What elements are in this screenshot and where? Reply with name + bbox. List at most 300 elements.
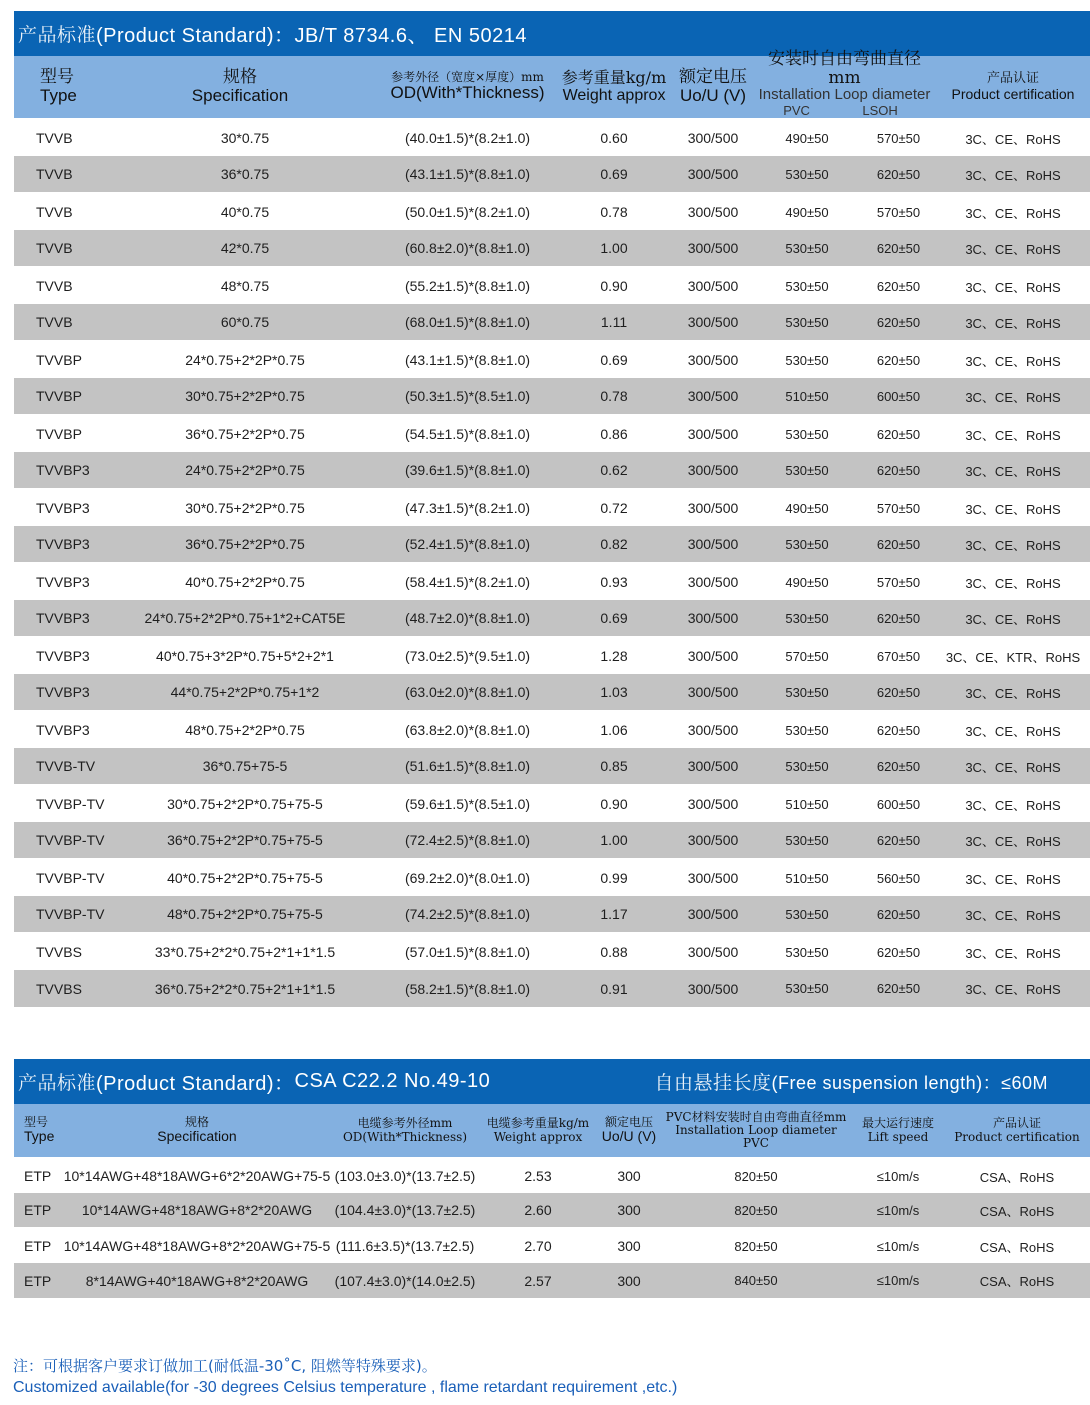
table-row	[14, 1228, 1090, 1263]
cell-loop-pvc: 530±50	[785, 981, 829, 997]
cell-specification: 24*0.75+2*2P*0.75	[185, 462, 305, 479]
cell-loop-pvc: 490±50	[753, 193, 861, 230]
cell-voltage: 300/500	[673, 341, 753, 378]
cell-type: TVVB-TV	[36, 758, 96, 775]
cell-specification: 42*0.75	[220, 240, 270, 257]
header-cert-zh: 产品认证	[992, 1116, 1041, 1131]
cell-voltage: 300/500	[673, 711, 753, 748]
cell-specification: 30*0.75+2*2P*0.75	[185, 388, 305, 405]
cell-type: TVVBP3	[14, 711, 100, 748]
table-row	[14, 933, 1090, 970]
cell-voltage: 300	[598, 1158, 660, 1193]
cell-specification: 36*0.75+75-5	[202, 758, 288, 775]
cell-weight: 0.60	[555, 119, 673, 156]
cell-loop-lsoh: 620±50	[876, 314, 921, 330]
cell-loop-pvc: 530±50	[785, 166, 829, 182]
cell-od: (50.3±1.5)*(8.5±1.0)	[404, 388, 531, 405]
cell-voltage: 300/500	[673, 489, 753, 526]
cell-loop-pvc: 530±50	[785, 758, 829, 774]
cell-weight: 0.72	[555, 489, 673, 526]
standard-label-zh: 产品标准	[18, 24, 97, 46]
cell-specification: 24*0.75+2*2P*0.75	[100, 341, 380, 378]
cell-type: TVVBP	[14, 415, 100, 452]
cell-specification: 30*0.75	[100, 119, 380, 156]
cell-weight: 1.06	[555, 711, 673, 748]
standard-label-zh: 产品标准	[18, 1072, 97, 1094]
cell-voltage: 300/500	[687, 906, 739, 923]
column-header-od	[332, 1104, 478, 1158]
column-header-loop-diameter	[660, 1104, 852, 1158]
cell-loop-pvc: 530±50	[785, 462, 829, 478]
column-header-spec	[62, 1104, 332, 1158]
cell-od: (51.6±1.5)*(8.8±1.0)	[404, 758, 531, 775]
cell-loop-lsoh: 620±50	[876, 610, 921, 626]
cell-weight: 2.60	[524, 1202, 552, 1218]
cell-loop-pvc: 530±50	[785, 240, 829, 256]
cell-loop-lsoh: 620±50	[876, 684, 921, 700]
cell-voltage: 300/500	[687, 980, 739, 997]
table-row	[14, 563, 1090, 600]
cell-specification: 44*0.75+2*2P*0.75+1*2	[170, 684, 320, 701]
cell-weight: 0.99	[555, 859, 673, 896]
cell-certification: CSA、RoHS	[944, 1158, 1090, 1193]
cell-specification: 40*0.75	[100, 193, 380, 230]
cell-type: TVVBP-TV	[36, 832, 105, 849]
cell-od: (72.4±2.5)*(8.8±1.0)	[404, 832, 531, 849]
table-header-row	[14, 56, 1090, 119]
table-row	[14, 341, 1090, 378]
cell-lift-speed: ≤10m/s	[876, 1273, 920, 1288]
cell-specification: 36*0.75+2*2P*0.75+75-5	[167, 832, 323, 849]
cell-specification: 48*0.75	[100, 267, 380, 304]
cell-od: (58.2±1.5)*(8.8±1.0)	[404, 980, 531, 997]
note-zh: 注：可根据客户要求订做加工(耐低温-30˚C, 阻燃等特殊要求)。	[13, 1357, 437, 1375]
header-voltage-zh: 额定电压	[679, 67, 747, 88]
cell-certification: 3C、CE、RoHS	[965, 241, 1061, 257]
cell-weight: 0.69	[600, 166, 628, 183]
cell-certification: CSA、RoHS	[979, 1274, 1055, 1289]
cell-loop-lsoh: 570±50	[861, 563, 936, 600]
cell-loop-pvc: 530±50	[785, 536, 829, 552]
cell-loop-pvc: 530±50	[785, 314, 829, 330]
header-loop-zh: PVC材料安装时自由弯曲直径mm	[665, 1109, 847, 1124]
cell-voltage: 300/500	[673, 119, 753, 156]
header-spec-zh: 规格	[223, 67, 257, 88]
standard-value: JB/T 8734.6、 EN 50214	[294, 25, 527, 47]
cell-type: ETP	[24, 1202, 52, 1218]
column-header-voltage	[673, 56, 753, 119]
cell-voltage: 300/500	[673, 415, 753, 452]
table-row	[14, 378, 1090, 415]
cell-loop-lsoh: 670±50	[861, 637, 936, 674]
table-row	[14, 896, 1090, 933]
cell-lift-speed: ≤10m/s	[852, 1228, 944, 1263]
cell-voltage: 300/500	[673, 637, 753, 674]
cell-voltage: 300/500	[687, 536, 739, 553]
cell-od: (40.0±1.5)*(8.2±1.0)	[380, 119, 555, 156]
cell-type: TVVBS	[36, 980, 82, 997]
table-row	[14, 748, 1090, 785]
cell-weight: 0.88	[555, 933, 673, 970]
cell-loop-lsoh: 620±50	[861, 267, 936, 304]
table-row	[14, 415, 1090, 452]
header-type-zh: 型号	[24, 1115, 49, 1130]
cell-specification: 36*0.75+2*2P*0.75	[100, 415, 380, 452]
column-header-weight	[555, 56, 673, 119]
cell-loop-lsoh: 620±50	[876, 536, 921, 552]
cell-type: TVVBS	[14, 933, 100, 970]
cell-weight: 0.91	[600, 980, 628, 997]
cell-loop-pvc: 530±50	[753, 341, 861, 378]
header-loop-en: Installation Loop diameter	[675, 1122, 837, 1137]
cell-weight: 0.78	[600, 388, 628, 405]
cell-type: TVVB	[36, 240, 73, 257]
cell-od: (60.8±2.0)*(8.8±1.0)	[404, 240, 531, 257]
cell-od: (68.0±1.5)*(8.8±1.0)	[404, 314, 531, 331]
cell-loop-pvc: 490±50	[753, 563, 861, 600]
cell-od: (50.0±1.5)*(8.2±1.0)	[380, 193, 555, 230]
header-loop-zh: 安装时自由弯曲直径mm	[768, 49, 921, 88]
cell-od: (111.6±3.5)*(13.7±2.5)	[332, 1228, 478, 1263]
cell-od: (58.4±1.5)*(8.2±1.0)	[380, 563, 555, 600]
product-table-section-1	[14, 11, 1090, 1007]
header-weight-zh: 电缆参考重量kg/m	[486, 1116, 590, 1131]
cell-weight: 2.57	[524, 1272, 552, 1289]
cell-loop-lsoh: 570±50	[861, 193, 936, 230]
cell-certification: 3C、CE、RoHS	[936, 785, 1090, 822]
spec-table-2	[14, 1104, 1090, 1298]
column-header-loop-diameter	[753, 49, 936, 119]
cell-loop-pvc: 840±50	[734, 1273, 778, 1288]
cell-lift-speed: ≤10m/s	[852, 1158, 944, 1193]
cell-od: (48.7±2.0)*(8.8±1.0)	[404, 610, 531, 627]
table-row	[14, 674, 1090, 711]
table-row	[14, 1193, 1090, 1228]
cell-specification: 40*0.75+2*2P*0.75	[100, 563, 380, 600]
cell-voltage: 300/500	[673, 563, 753, 600]
cell-loop-pvc: 530±50	[785, 906, 829, 922]
cell-certification: 3C、CE、RoHS	[965, 537, 1061, 553]
cell-weight: 1.00	[600, 240, 628, 257]
cell-voltage: 300/500	[687, 610, 739, 627]
cell-loop-lsoh: 600±50	[876, 388, 921, 404]
cell-specification: 60*0.75	[220, 314, 270, 331]
cell-certification: 3C、CE、RoHS	[965, 611, 1061, 627]
cell-od: (57.0±1.5)*(8.8±1.0)	[380, 933, 555, 970]
table-body-2	[14, 1158, 1090, 1298]
cell-specification: 33*0.75+2*2*0.75+2*1+1*1.5	[100, 933, 380, 970]
cell-voltage: 300/500	[673, 193, 753, 230]
cell-specification: 8*14AWG+40*18AWG+8*2*20AWG	[85, 1272, 309, 1289]
header-voltage-zh: 额定电压	[604, 1115, 653, 1130]
cell-loop-pvc: 530±50	[785, 610, 829, 626]
cell-type: ETP	[14, 1228, 62, 1263]
cell-type: TVVBP3	[36, 462, 90, 479]
cell-certification: 3C、CE、RoHS	[936, 267, 1090, 304]
cell-certification: 3C、CE、RoHS	[965, 463, 1061, 479]
cell-loop-lsoh: 600±50	[861, 785, 936, 822]
cell-loop-lsoh: 620±50	[876, 166, 921, 182]
cell-od: (104.4±3.0)*(13.7±2.5)	[334, 1202, 476, 1218]
cell-loop-pvc: 530±50	[785, 684, 829, 700]
column-header-weight	[478, 1104, 598, 1158]
standard-value: CSA C22.2 No.49-10	[294, 1070, 491, 1092]
cell-weight: 0.62	[600, 462, 628, 479]
cell-loop-lsoh: 620±50	[861, 711, 936, 748]
table-row	[14, 859, 1090, 896]
cell-type: TVVBP3	[36, 536, 90, 553]
cell-voltage: 300/500	[673, 267, 753, 304]
cell-voltage: 300/500	[687, 166, 739, 183]
table-row	[14, 489, 1090, 526]
cell-od: (107.4±3.0)*(14.0±2.5)	[334, 1272, 476, 1289]
cell-voltage: 300/500	[687, 832, 739, 849]
header-spec-en: Specification	[191, 86, 289, 106]
cell-od: (63.0±2.0)*(8.8±1.0)	[404, 684, 531, 701]
cell-weight: 0.85	[600, 758, 628, 775]
header-speed-zh: 最大运行速度	[861, 1116, 934, 1131]
cell-specification: 40*0.75+3*2P*0.75+5*2+2*1	[100, 637, 380, 674]
header-loop-pvc: PVC	[743, 1136, 769, 1151]
table-body-1	[14, 119, 1090, 1007]
cell-od: (74.2±2.5)*(8.8±1.0)	[404, 906, 531, 923]
cell-weight: 1.00	[600, 832, 628, 849]
cell-type: TVVB	[36, 314, 73, 331]
cell-certification: 3C、CE、RoHS	[936, 489, 1090, 526]
cell-loop-pvc: 820±50	[660, 1158, 852, 1193]
cell-loop-pvc: 820±50	[660, 1228, 852, 1263]
cell-voltage: 300	[617, 1202, 641, 1218]
product-table-section-2	[14, 1059, 1090, 1298]
cell-specification: 40*0.75+2*2P*0.75+75-5	[100, 859, 380, 896]
cell-certification: 3C、CE、RoHS	[936, 711, 1090, 748]
cell-od: (43.1±1.5)*(8.8±1.0)	[404, 166, 531, 183]
header-loop-en: Installation Loop diameter	[758, 86, 931, 104]
cell-weight: 0.90	[555, 267, 673, 304]
table-row	[14, 193, 1090, 230]
column-header-type	[14, 1104, 62, 1158]
cell-weight: 1.03	[600, 684, 628, 701]
cell-type: ETP	[24, 1272, 52, 1289]
cell-od: (54.5±1.5)*(8.8±1.0)	[380, 415, 555, 452]
header-type-en: Type	[24, 1128, 55, 1145]
cell-certification: 3C、CE、RoHS	[965, 907, 1061, 923]
cell-certification: 3C、CE、RoHS	[965, 833, 1061, 849]
cell-type: TVVB	[14, 267, 100, 304]
column-header-lift-speed	[852, 1104, 944, 1158]
cell-type: TVVBP3	[14, 563, 100, 600]
table-row	[14, 711, 1090, 748]
column-header-voltage	[598, 1104, 660, 1158]
cell-certification: 3C、CE、RoHS	[936, 415, 1090, 452]
cell-type: TVVB	[14, 119, 100, 156]
cell-certification: 3C、CE、RoHS	[965, 315, 1061, 331]
cell-specification: 48*0.75+2*2P*0.75	[100, 711, 380, 748]
cell-weight: 1.17	[600, 906, 628, 923]
cell-weight: 2.70	[478, 1228, 598, 1263]
table-row	[14, 119, 1090, 156]
table-row	[14, 156, 1090, 193]
cell-loop-pvc: 510±50	[785, 388, 829, 404]
cell-loop-lsoh: 560±50	[861, 859, 936, 896]
cell-type: TVVBP3	[36, 610, 90, 627]
cell-type: TVVBP	[36, 388, 82, 405]
table-row	[14, 230, 1090, 267]
cell-weight: 1.11	[600, 314, 628, 331]
cell-voltage: 300/500	[687, 240, 739, 257]
free-suspension-length	[654, 1059, 1048, 1104]
cell-od: (73.0±2.5)*(9.5±1.0)	[380, 637, 555, 674]
cell-type: TVVB	[36, 166, 73, 183]
cell-voltage: 300	[598, 1228, 660, 1263]
cell-loop-pvc: 510±50	[753, 859, 861, 896]
header-loop-pvc: PVC	[783, 102, 810, 118]
cell-od: (69.2±2.0)*(8.0±1.0)	[380, 859, 555, 896]
suspension-label-zh: 自由悬挂长度	[654, 1072, 772, 1094]
table-row	[14, 600, 1090, 637]
cell-voltage: 300/500	[687, 462, 739, 479]
cell-weight: 0.86	[555, 415, 673, 452]
header-voltage-en: Uo/U (V)	[601, 1128, 657, 1145]
cell-loop-lsoh: 620±50	[876, 981, 921, 997]
cell-specification: 10*14AWG+48*18AWG+6*2*20AWG+75-5	[62, 1158, 332, 1193]
cell-specification: 36*0.75+2*2P*0.75	[185, 536, 305, 553]
table-row	[14, 267, 1090, 304]
cell-specification: 10*14AWG+48*18AWG+8*2*20AWG	[81, 1202, 313, 1218]
header-spec-en: Specification	[157, 1128, 237, 1145]
cell-loop-pvc: 570±50	[753, 637, 861, 674]
header-cert-en: Product certification	[951, 85, 1075, 102]
cell-od: (55.2±1.5)*(8.8±1.0)	[380, 267, 555, 304]
header-weight-en: Weight approx	[562, 87, 666, 105]
cell-voltage: 300/500	[673, 785, 753, 822]
header-loop-lsoh: LSOH	[862, 102, 898, 118]
cell-specification: 24*0.75+2*2P*0.75+1*2+CAT5E	[144, 610, 346, 627]
header-od-en: OD(With*Thickness)	[390, 83, 545, 103]
cell-specification: 48*0.75+2*2P*0.75+75-5	[167, 906, 323, 923]
suspension-label-en: (Free suspension length)：≤60M	[771, 1072, 1048, 1093]
table-row	[14, 637, 1090, 674]
header-weight-zh: 参考重量kg/m	[561, 68, 667, 88]
cell-voltage: 300/500	[687, 758, 739, 775]
cell-loop-lsoh: 620±50	[876, 832, 921, 848]
cell-voltage: 300/500	[673, 933, 753, 970]
header-od-en: OD(With*Thickness)	[342, 1129, 468, 1144]
cell-loop-pvc: 510±50	[753, 785, 861, 822]
cell-voltage: 300/500	[687, 684, 739, 701]
column-header-type	[14, 56, 100, 119]
header-spec-zh: 规格	[184, 1115, 209, 1130]
cell-weight: 0.90	[555, 785, 673, 822]
cell-weight: 0.69	[600, 610, 628, 627]
cell-od: (63.8±2.0)*(8.8±1.0)	[380, 711, 555, 748]
cell-loop-lsoh: 620±50	[876, 906, 921, 922]
cell-type: TVVBP-TV	[14, 859, 100, 896]
table-row	[14, 1158, 1090, 1193]
cell-specification: 36*0.75	[220, 166, 270, 183]
cell-certification: 3C、CE、RoHS	[936, 859, 1090, 896]
cell-loop-pvc: 530±50	[753, 415, 861, 452]
cell-specification: 36*0.75+2*2*0.75+2*1+1*1.5	[154, 980, 336, 997]
header-type-en: Type	[40, 86, 77, 106]
table-row	[14, 785, 1090, 822]
cell-loop-pvc: 530±50	[753, 711, 861, 748]
header-cert-en: Product certification	[954, 1129, 1080, 1144]
cell-lift-speed: ≤10m/s	[876, 1202, 920, 1218]
table-row	[14, 1263, 1090, 1298]
cell-loop-pvc: 820±50	[734, 1202, 778, 1218]
header-voltage-en: Uo/U (V)	[679, 86, 747, 106]
cell-type: TVVBP3	[36, 684, 90, 701]
header-cert-zh: 产品认证	[986, 71, 1039, 87]
cell-certification: CSA、RoHS	[979, 1203, 1055, 1219]
cell-loop-pvc: 530±50	[753, 267, 861, 304]
cell-od: (59.6±1.5)*(8.5±1.0)	[380, 785, 555, 822]
header-od-zh: 参考外径（宽度×厚度）mm	[391, 70, 544, 85]
header-weight-en: Weight approx	[493, 1129, 583, 1144]
cell-voltage: 300/500	[687, 314, 739, 331]
cell-certification: CSA、RoHS	[944, 1228, 1090, 1263]
cell-certification: 3C、CE、RoHS	[965, 982, 1061, 998]
cell-specification: 30*0.75+2*2P*0.75+75-5	[100, 785, 380, 822]
cell-certification: 3C、CE、RoHS	[936, 119, 1090, 156]
cell-certification: 3C、CE、RoHS	[936, 563, 1090, 600]
cell-loop-pvc: 490±50	[753, 489, 861, 526]
cell-loop-lsoh: 620±50	[861, 341, 936, 378]
cell-certification: 3C、CE、RoHS	[936, 933, 1090, 970]
column-header-certification	[944, 1104, 1090, 1158]
cell-type: TVVB	[14, 193, 100, 230]
table-row	[14, 304, 1090, 341]
cell-od: (52.4±1.5)*(8.8±1.0)	[404, 536, 531, 553]
header-type-zh: 型号	[40, 67, 74, 88]
cell-certification: 3C、CE、RoHS	[965, 167, 1061, 183]
cell-specification: 10*14AWG+48*18AWG+8*2*20AWG+75-5	[62, 1228, 332, 1263]
customization-note	[13, 1355, 677, 1399]
spec-table-1	[14, 49, 1090, 1007]
cell-voltage: 300	[617, 1272, 641, 1289]
table-row	[14, 822, 1090, 859]
product-standard-bar	[14, 1059, 1090, 1104]
column-header-certification	[936, 56, 1090, 119]
cell-loop-lsoh: 570±50	[861, 119, 936, 156]
header-speed-en: Lift speed	[867, 1129, 929, 1144]
cell-loop-lsoh: 620±50	[876, 758, 921, 774]
cell-od: (39.6±1.5)*(8.8±1.0)	[404, 462, 531, 479]
standard-label-en: (Product Standard)：	[96, 1073, 295, 1095]
cell-loop-pvc: 530±50	[785, 832, 829, 848]
cell-weight: 0.69	[555, 341, 673, 378]
cell-type: TVVBP3	[14, 637, 100, 674]
table-row	[14, 452, 1090, 489]
cell-certification: 3C、CE、RoHS	[965, 759, 1061, 775]
table-row	[14, 970, 1090, 1007]
header-od-zh: 电缆参考外径mm	[357, 1116, 453, 1131]
table-header-row	[14, 1104, 1090, 1158]
cell-voltage: 300/500	[687, 388, 739, 405]
cell-weight: 0.82	[600, 536, 628, 553]
cell-od: (103.0±3.0)*(13.7±2.5)	[332, 1158, 478, 1193]
note-en: Customized available(for -30 degrees Celsius temperature , flame retardant requirement ,etc.)	[13, 1379, 678, 1396]
cell-loop-lsoh: 620±50	[876, 462, 921, 478]
cell-loop-lsoh: 620±50	[876, 240, 921, 256]
cell-certification: 3C、CE、RoHS	[965, 685, 1061, 701]
cell-weight: 2.53	[478, 1158, 598, 1193]
cell-weight: 0.93	[555, 563, 673, 600]
cell-type: TVVBP3	[14, 489, 100, 526]
cell-certification: 3C、CE、RoHS	[936, 193, 1090, 230]
cell-type: TVVBP	[14, 341, 100, 378]
